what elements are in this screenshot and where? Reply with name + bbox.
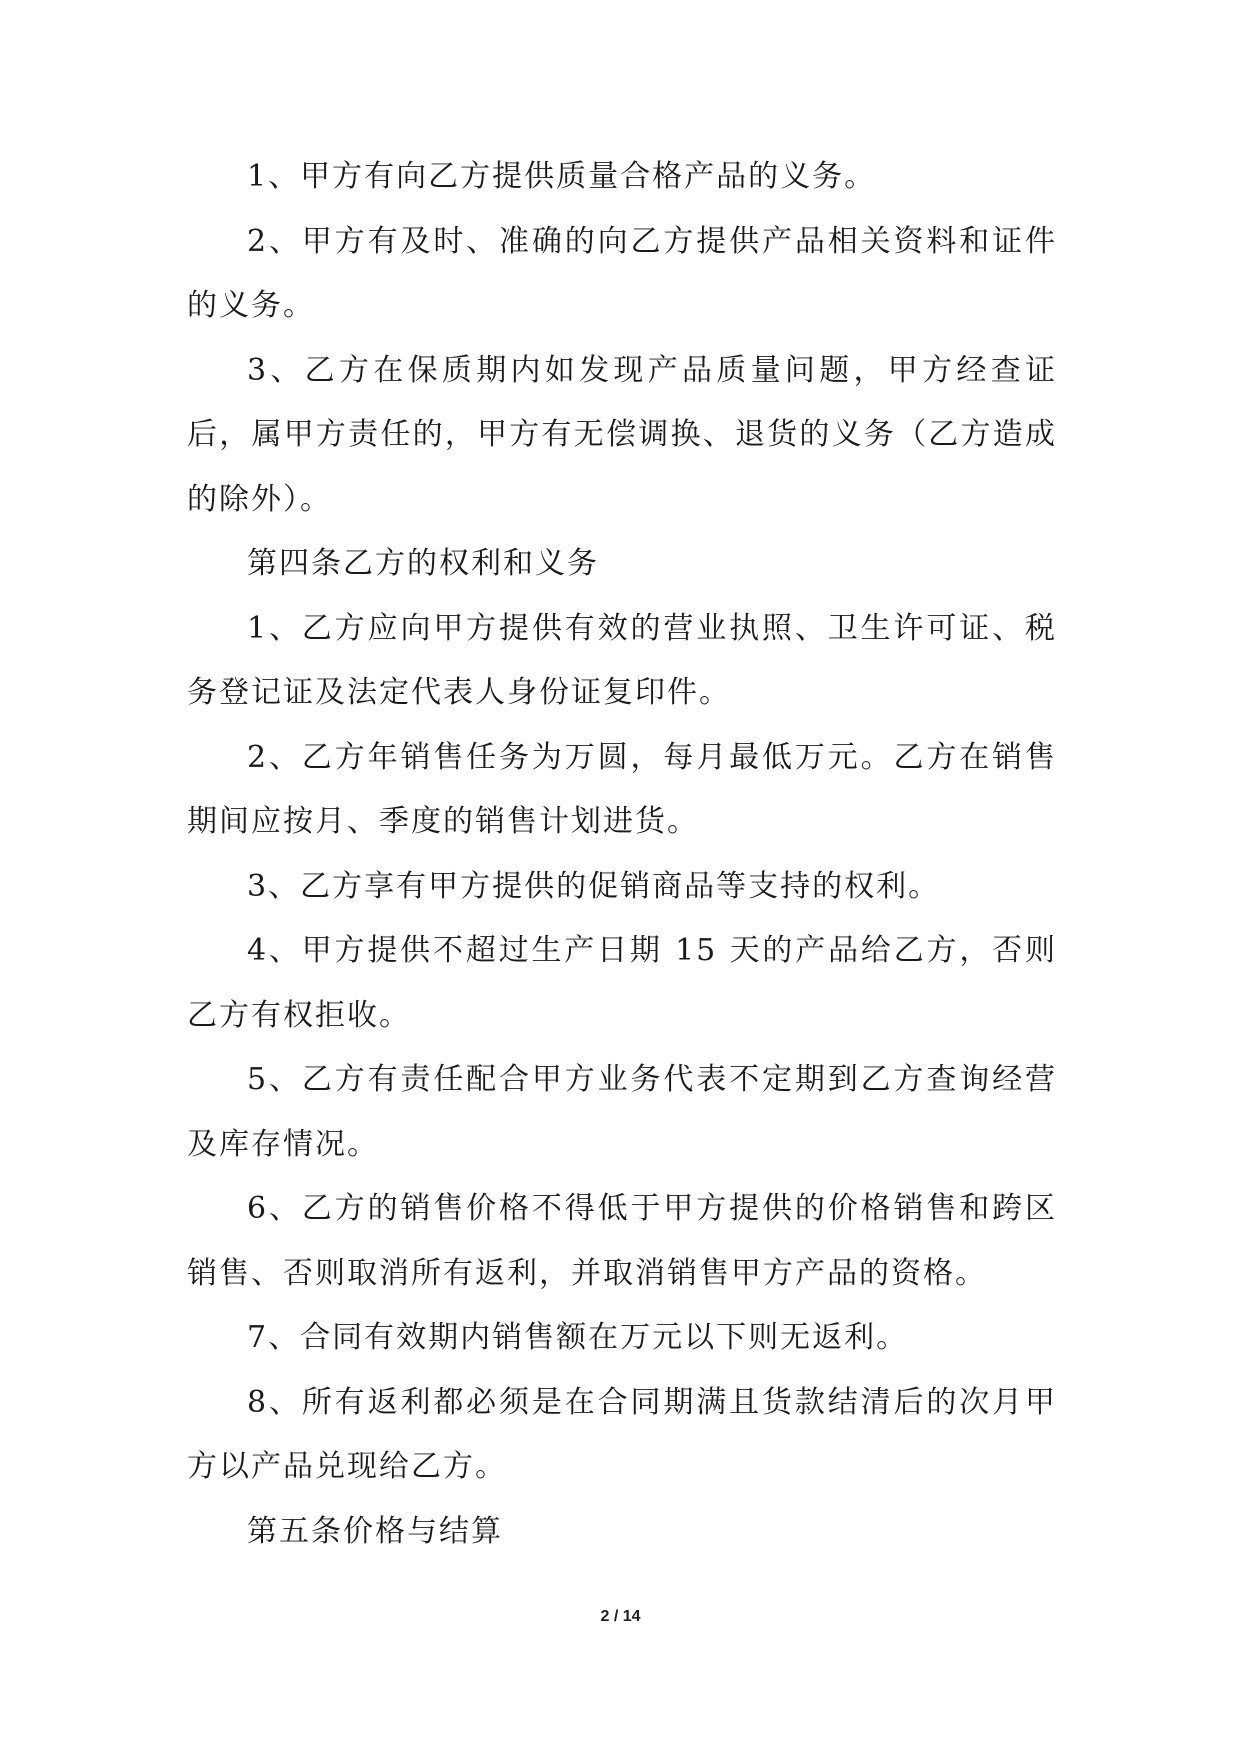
paragraph-party-b-item-2: 2、乙方年销售任务为万圆，每月最低万元。乙方在销售期间应按月、季度的销售计划进货。 — [187, 739, 1057, 839]
document-body — [187, 145, 1057, 1564]
section-heading-article-4: 第四条乙方的权利和义务 — [247, 546, 599, 581]
paragraph-party-b-item-8: 8、所有返利都必须是在合同期满且货款结清后的次月甲方以产品兑现给乙方。 — [187, 1384, 1057, 1484]
paragraph-party-a-obligation-1: 1、甲方有向乙方提供质量合格产品的义务。 — [247, 159, 877, 194]
paragraph-party-a-obligation-2: 2、甲方有及时、准确的向乙方提供产品相关资料和证件的义务。 — [187, 223, 1057, 323]
paragraph-party-b-item-5: 5、乙方有责任配合甲方业务代表不定期到乙方查询经营及库存情况。 — [187, 1062, 1057, 1162]
section-heading-article-5: 第五条价格与结算 — [247, 1513, 503, 1549]
paragraph-party-b-item-4: 4、甲方提供不超过生产日期 15 天的产品给乙方，否则乙方有权拒收。 — [187, 933, 1057, 1033]
paragraph-party-a-obligation-3: 3、乙方在保质期内如发现产品质量问题，甲方经查证后，属甲方责任的，甲方有无偿调换、退货的义务（乙方造成的除外）。 — [187, 352, 1057, 517]
paragraph-party-b-item-3: 3、乙方享有甲方提供的促销商品等支持的权利。 — [247, 868, 941, 904]
paragraph-party-b-item-7: 7、合同有效期内销售额在万元以下则无返利。 — [247, 1320, 909, 1355]
page-number: 2 / 14 — [600, 1608, 641, 1625]
paragraph-party-b-item-6: 6、乙方的销售价格不得低于甲方提供的价格销售和跨区销售、否则取消所有返利，并取消销售甲方产品的资格。 — [187, 1191, 1057, 1291]
paragraph-party-b-item-1: 1、乙方应向甲方提供有效的营业执照、卫生许可证、税务登记证及法定代表人身份证复印件。 — [187, 610, 1057, 710]
